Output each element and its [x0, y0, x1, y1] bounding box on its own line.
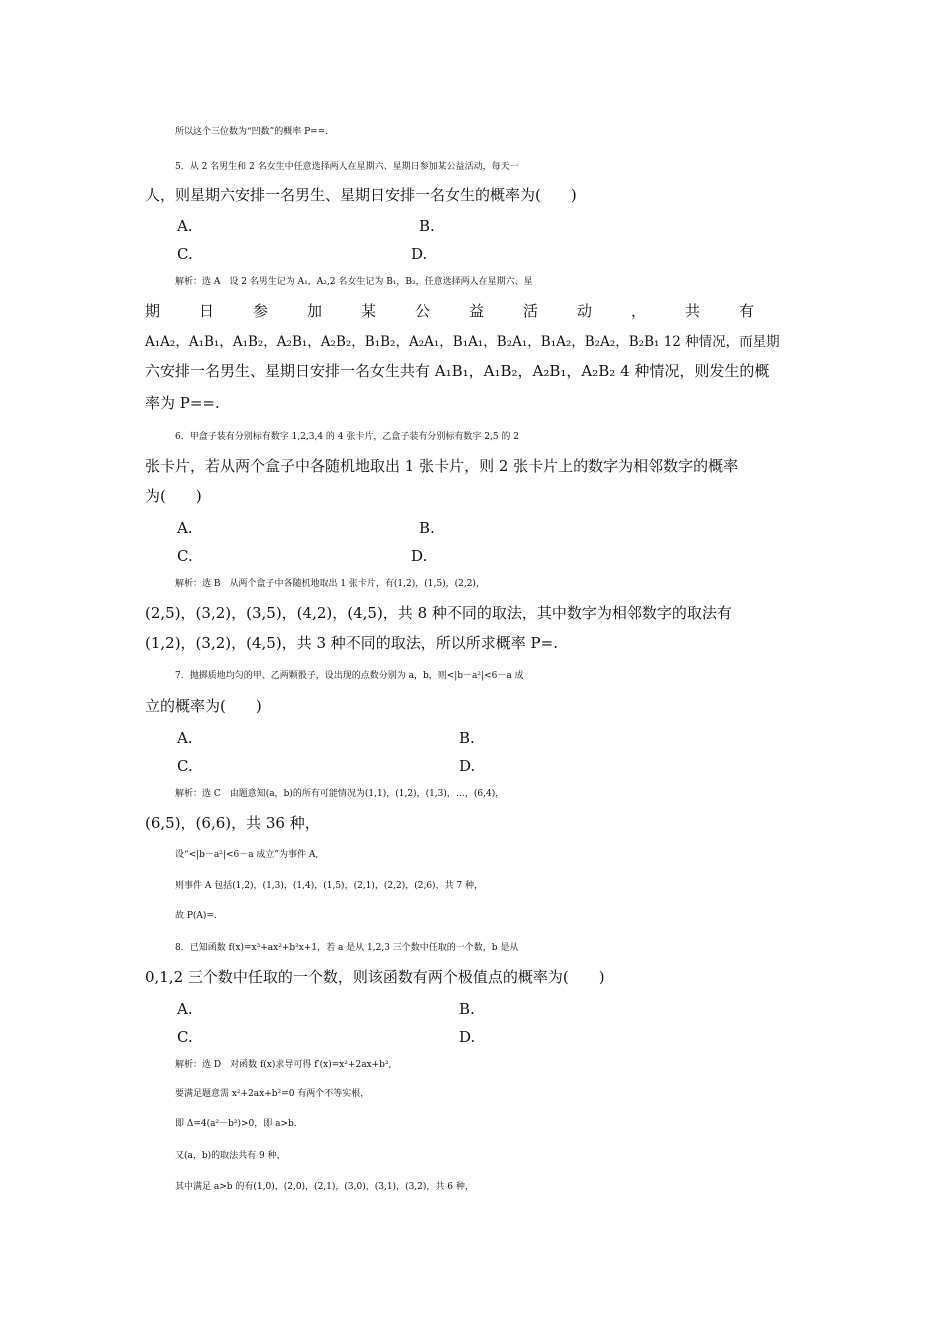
text-line: 其中满足 a>b 的有(1,0)，(2,0)，(2,1)，(3,0)，(3,1)，(3,2)，共 6 种，	[175, 1182, 474, 1192]
text-line: 设“<|b－a²|<6－a 成立”为事件 A,	[175, 850, 319, 860]
option-c: C.	[177, 547, 193, 565]
solution-text: 解析：选 C 由题意知(a，b)的所有可能情况为(1,1)，(1,2)，(1,3)，…，(6,4)，	[175, 789, 505, 799]
text-line: (6,5)，(6,6)，共 36 种，	[145, 814, 320, 832]
solution-text: 解析：选 B 从两个盒子中各随机地取出 1 张卡片，有(1,2)，(1,5)，(2,2)，	[175, 579, 485, 589]
solution-text: 解析：选 A 设 2 名男生记为 A₁，A₂,2 名女生记为 B₁，B₂，任意选择两人在星期六、星	[175, 277, 533, 287]
text-line: 为( )	[145, 487, 202, 505]
text-line: (2,5)，(3,2)，(3,5)，(4,2)，(4,5)，共 8 种不同的取法，其中数字为相邻数字的取法有	[145, 604, 732, 622]
question-7: 7．抛掷质地均匀的甲、乙两颗骰子，设出现的点数分别为 a，b，则<|b－a²|<6－a 成	[175, 671, 524, 681]
text-line: 率为 P==.	[145, 394, 220, 412]
option-a: A.	[177, 729, 193, 747]
text-line: 立的概率为( )	[145, 697, 262, 715]
option-d: D.	[459, 1028, 476, 1046]
option-a: A.	[177, 217, 193, 235]
text-line: 0,1,2 三个数中任取的一个数，则该函数有两个极值点的概率为( )	[145, 968, 605, 986]
text-line: 则事件 A 包括(1,2)，(1,3)，(1,4)，(1,5)，(2,1)，(2,2)，(2,6)，共 7 种，	[175, 881, 484, 891]
question-8: 8．已知函数 f(x)=x³+ax²+b²x+1，若 a 是从 1,2,3 三个数中任取的一个数，b 是从	[175, 943, 519, 953]
text-line: 要满足题意需 x²+2ax+b²=0 有两个不等实根，	[175, 1089, 370, 1099]
question-6: 6．甲盒子装有分别标有数字 1,2,3,4 的 4 张卡片，乙盒子装有分别标有数字 2,5 的 2	[175, 432, 520, 442]
option-c: C.	[177, 245, 193, 263]
text-line: 期日参加某公益活动，共有	[145, 302, 794, 320]
text-line: (1,2)，(3,2)，(4,5)，共 3 种不同的取法，所以所求概率 P=.	[145, 634, 558, 652]
option-d: D.	[411, 245, 428, 263]
option-d: D.	[459, 757, 476, 775]
option-b: B.	[459, 1000, 475, 1018]
text-line: 张卡片，若从两个盒子中各随机地取出 1 张卡片，则 2 张卡片上的数字为相邻数字的概率	[145, 457, 739, 475]
option-a: A.	[177, 519, 193, 537]
option-a: A.	[177, 1000, 193, 1018]
option-d: D.	[411, 547, 428, 565]
option-b: B.	[459, 729, 475, 747]
text-line: 六安排一名男生、星期日安排一名女生共有 A₁B₁，A₁B₂，A₂B₁，A₂B₂ 4 种情况，则发生的概	[145, 362, 770, 380]
text-line: 人，则星期六安排一名男生、星期日安排一名女生的概率为( )	[145, 186, 577, 204]
option-c: C.	[177, 757, 193, 775]
text-line: A₁A₂，A₁B₁，A₁B₂，A₂B₁，A₂B₂，B₁B₂，A₂A₁，B₁A₁，B₂A₁，B₁A₂，B₂A₂，B₂B₁ 12 种情况，而星期	[145, 334, 780, 350]
option-c: C.	[177, 1028, 193, 1046]
option-b: B.	[419, 217, 435, 235]
text-line: 故 P(A)=.	[175, 911, 217, 921]
option-b: B.	[419, 519, 435, 537]
question-5: 5．从 2 名男生和 2 名女生中任意选择两人在星期六、星期日参加某公益活动，每天一	[175, 162, 519, 172]
text-line: 即 Δ=4(a²－b²)>0，即 a>b.	[175, 1119, 297, 1129]
text-line: 所以这个三位数为“凹数”的概率 P==.	[175, 127, 329, 137]
solution-text: 解析：选 D 对函数 f(x)求导可得 f′(x)=x²+2ax+b²,	[175, 1060, 392, 1070]
text-line: 又(a，b)的取法共有 9 种，	[175, 1151, 286, 1161]
